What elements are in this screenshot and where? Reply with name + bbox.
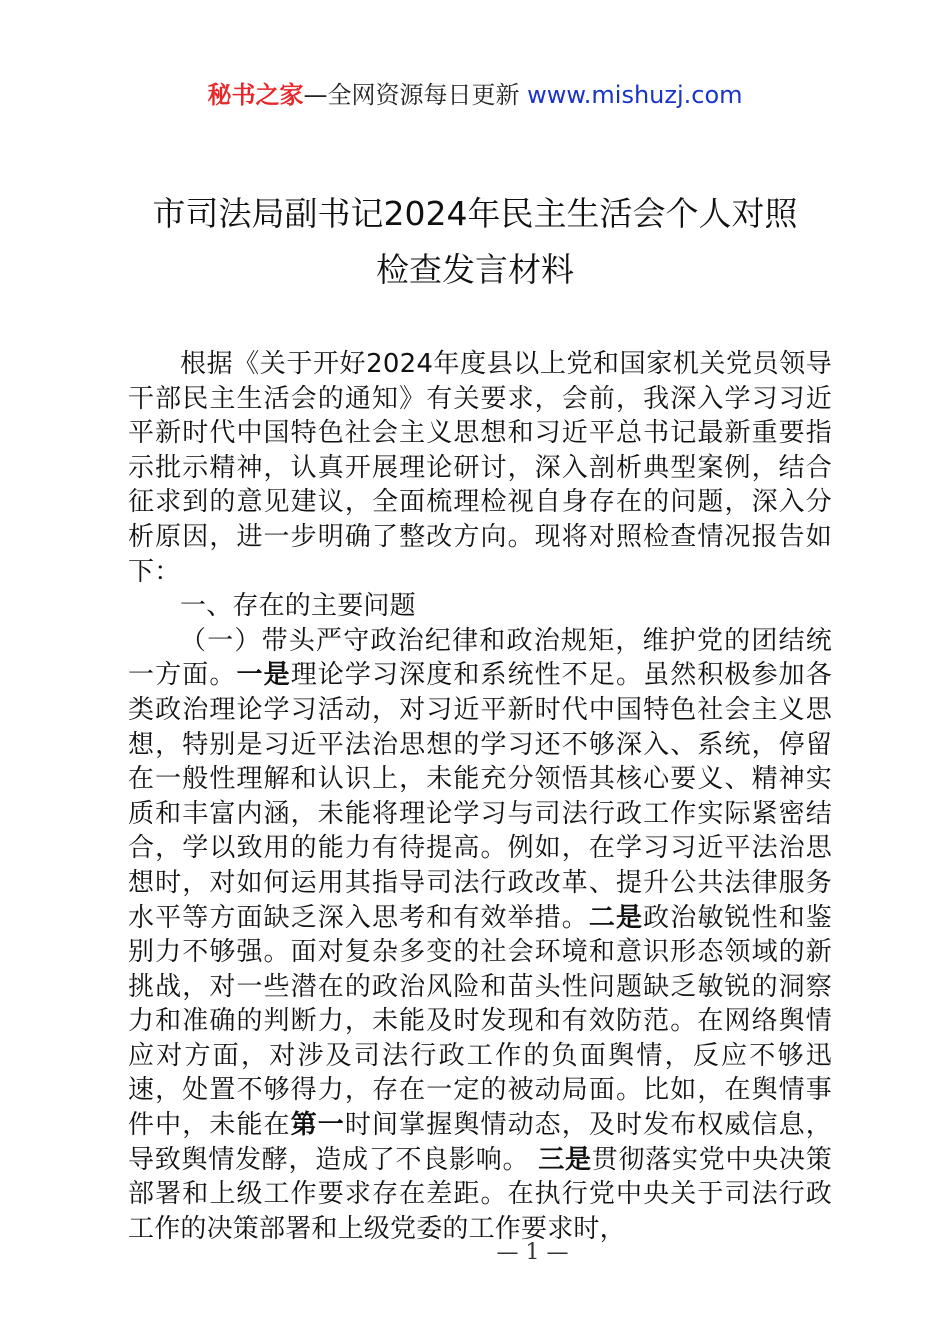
- issue-paragraph: [128, 624, 832, 1247]
- point-text-3: 贯彻落实党中央决策部署和上级工作要求存在差距。在执行党中央关于司法行政工作的决策部署和上级党委的工作要求时，: [128, 1144, 832, 1244]
- point-text-2b: 时间掌握舆情动态，及时发布权威信息，导致舆情发酵，造成了不良影响。: [128, 1110, 832, 1175]
- page-number: — 1 —: [496, 1240, 569, 1265]
- document-body: [128, 347, 832, 1246]
- point-marker-2: 二是: [588, 902, 644, 933]
- inline-emphasis: 第一: [290, 1110, 345, 1141]
- point-marker-1: 一是: [236, 660, 291, 691]
- intro-paragraph: 根据《关于开好2024年度县以上党和国家机关党员领导干部民主生活会的通知》有关要求，会前，我深入学习习近平新时代中国特色社会主义思想和习近平总书记最新重要指示批示精神，认真开展理论研讨，深入剖析典型案例，结合征求到的意见建议，全面梳理检视自身存在的问题，深入分析原因，进一步明确了整改方向。现将对照检查情况报告如下：: [128, 349, 832, 587]
- document-title: [110, 186, 840, 298]
- point-text-1: 理论学习深度和系统性不足。虽然积极参加各类政治理论学习活动，对习近平新时代中国特色社会主义思想，特别是习近平法治思想的学习还不够深入、系统，停留在一般性理解和认识上，未能充分领悟其核心要义、精神实质和丰富内涵，未能将理论学习与司法行政工作实际紧密结合，学以致用的能力有待提高。例如，在学习习近平法治思想时，对如何运用其指导司法行政改革、提升公共法律服务水平等方面缺乏深入思考和有效举措。: [128, 660, 832, 933]
- site-brand: 秘书之家: [207, 81, 304, 109]
- title-line-2: 检查发言材料: [376, 250, 574, 289]
- site-url-link[interactable]: www.mishuzj.com: [527, 81, 743, 109]
- title-line-1: 市司法局副书记2024年民主生活会个人对照: [152, 194, 798, 233]
- point-text-2: 政治敏锐性和鉴别力不够强。面对复杂多变的社会环境和意识形态领域的新挑战，对一些潜在的政治风险和苗头性问题缺乏敏锐的洞察力和准确的判断力，未能及时发现和有效防范。在网络舆情应对方面，对涉及司法行政工作的负面舆情，反应不够迅速，处置不够得力，存在一定的被动局面。比如，在舆情事件中，未能在: [128, 902, 833, 1141]
- point-marker-3: 三是: [538, 1144, 592, 1175]
- issue-lead: （一）带头严守政治纪律和政治规矩，维护党的团结统一方面。: [128, 625, 832, 691]
- section-heading: 一、存在的主要问题: [180, 591, 416, 622]
- site-tagline: —全网资源每日更新: [303, 81, 520, 109]
- site-banner: [0, 78, 950, 112]
